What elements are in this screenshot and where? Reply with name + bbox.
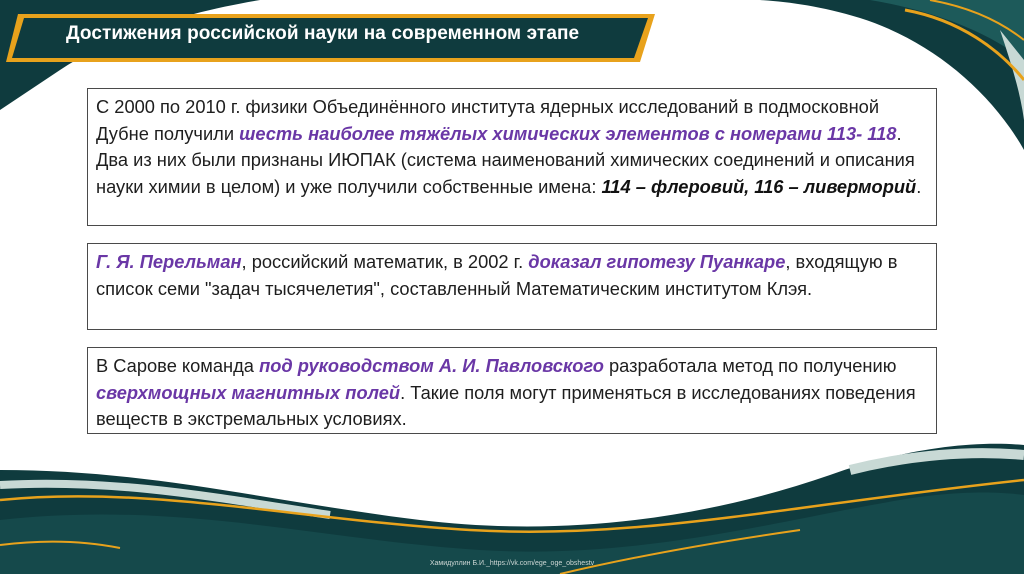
content-box-elements: [87, 88, 937, 226]
box1-highlight-elements: шесть наиболее тяжёлых химических элементов с номерами 113- 118: [239, 122, 897, 144]
box2-highlight-proof: доказал гипотезу Пуанкаре: [528, 251, 786, 272]
box3-text-1: В Сарове команда: [96, 355, 260, 376]
content-box-sarov: [87, 347, 937, 434]
box2-highlight-name: Г. Я. Перельман: [96, 251, 242, 272]
box3-highlight-leader: под руководством А. И. Павловского: [259, 355, 604, 376]
box3-text-3: . Такие поля могут применяться в исследованиях поведения веществ в экстремальных условиях.: [96, 381, 916, 429]
page-title: Достижения российской науки на современном этапе: [66, 23, 580, 44]
footer-credit: Хамидуллин Б.И._https://vk.com/ege_oge_obshestv: [429, 560, 595, 567]
content-box-perelman: [87, 243, 937, 330]
box2-text-2: , входящую в список семи "задач тысячелетия", составленный Математическим институтом Клэя.: [96, 251, 898, 299]
box1-text-2: . Два из них были признаны ИЮПАК (система наименований химических соединений и описания науки химии в целом) и уже получили собственные имена:: [96, 122, 915, 197]
box3-text-2: разработала метод по получению: [603, 355, 897, 376]
box1-text-3: .: [916, 175, 922, 197]
box1-element-names: 114 – флеровий, 116 – ливерморий: [601, 175, 917, 197]
box3-highlight-fields: сверхмощных магнитных полей: [96, 381, 401, 403]
box2-text-1: , российский математик, в 2002 г.: [241, 251, 529, 272]
box1-text-1: С 2000 по 2010 г. физики Объединённого института ядерных исследований в подмосковной Дубне получили: [96, 96, 880, 144]
